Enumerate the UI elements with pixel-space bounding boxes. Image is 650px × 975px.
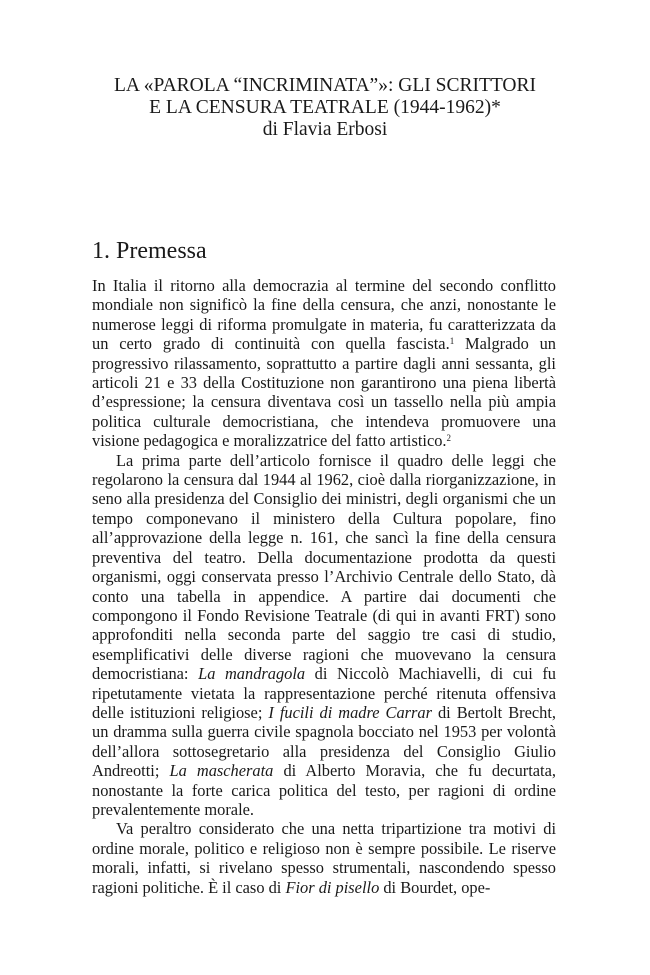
footnote-ref-1: 1: [449, 336, 455, 347]
paragraph-2-text-b: di Niccolò Machiavelli, di cui fu ripetutamente vietata la rappresentazione perché ritenuta offensiva delle istituzioni religiose;: [92, 664, 557, 722]
work-title-mascherata: La mascherata: [169, 761, 274, 781]
paragraph-2-text-d: di Alberto Moravia, che fu decurtata, nonostante la forte carica politica del testo, per ragioni di ordine prevalentemente morale.: [92, 761, 556, 819]
paragraph-1-text-a: In Italia il ritorno alla democrazia al termine del secondo conflitto mondiale non significò la fine della censura, che anzi, nonostante le numerose leggi di riforma promulgate in materia, fu caratterizzata da un certo grado di continuità con quella fascista.: [92, 276, 556, 354]
paragraph-1: [92, 276, 556, 451]
paragraph-1-text-b: Malgrado un progressivo rilassamento, soprattutto a partire dagli anni sessanta, gli articoli 21 e 33 della Costituzione non garantirono una piena libertà d’espressione; la censura diventava così un tassello nella più ampia politica culturale democristiana, che intendeva promuovere una visione pedagogica e moralizzatrice del fatto artistico.: [92, 334, 557, 451]
paragraph-3: [92, 819, 556, 897]
work-title-mandragola: La mandragola: [198, 664, 306, 684]
work-title-fucili: I fucili di madre Carrar: [268, 702, 432, 722]
paragraph-2-text-a: La prima parte dell’articolo fornisce il quadro delle leggi che regolarono la censura dal 1944 al 1962, cioè dalla riorganizzazione, in seno alla presidenza del Consiglio dei ministri, degli organismi che un tempo componevano il ministero della Cultura popolare, fino all’approvazione della legge n. 161, che sancì la fine della censura preventiva del teatro. Della documentazione prodotta da questi organismi, oggi conservata presso l’Archivio Centrale dello Stato, dà conto una tabella in appendice. A partire dai documenti che compongono il Fondo Revisione Teatrale (di qui in avanti FRT) sono approfonditi nella seconda parte del saggio tre casi di studio, esemplificativi delle diverse ragioni che muovevano la censura democristiana:: [92, 450, 556, 684]
body-text: [92, 276, 556, 897]
footnote-ref-2: 2: [446, 433, 452, 444]
paragraph-2-text-c: di Bertolt Brecht, un dramma sulla guerra civile spagnola bocciato nel 1953 per volontà dell’allora sottosegretario alla presidenza del Consiglio Giulio Andreotti;: [92, 702, 557, 781]
article-title-block: [70, 75, 580, 141]
article-title-line-1: LA «PAROLA “INCRIMINATA”»: GLI SCRITTORI: [113, 75, 537, 96]
section-heading: 1. Premessa: [92, 238, 207, 264]
article-author: di Flavia Erbosi: [262, 119, 388, 140]
article-title-line-2: E LA CENSURA TEATRALE (1944-1962)*: [149, 97, 501, 118]
work-title-fior-di-pisello: Fior di pisello: [285, 877, 380, 897]
paragraph-3-text-a: Va peraltro considerato che una netta tripartizione tra motivi di ordine morale, politico e religioso non è sempre possibile. Le riserve morali, infatti, si rivelano spesso strumentali, nascondendo spesso ragioni politiche. È il caso di: [92, 819, 556, 897]
paragraph-3-text-b: di Bourdet, ope-: [379, 877, 491, 897]
paragraph-2: [92, 451, 556, 820]
